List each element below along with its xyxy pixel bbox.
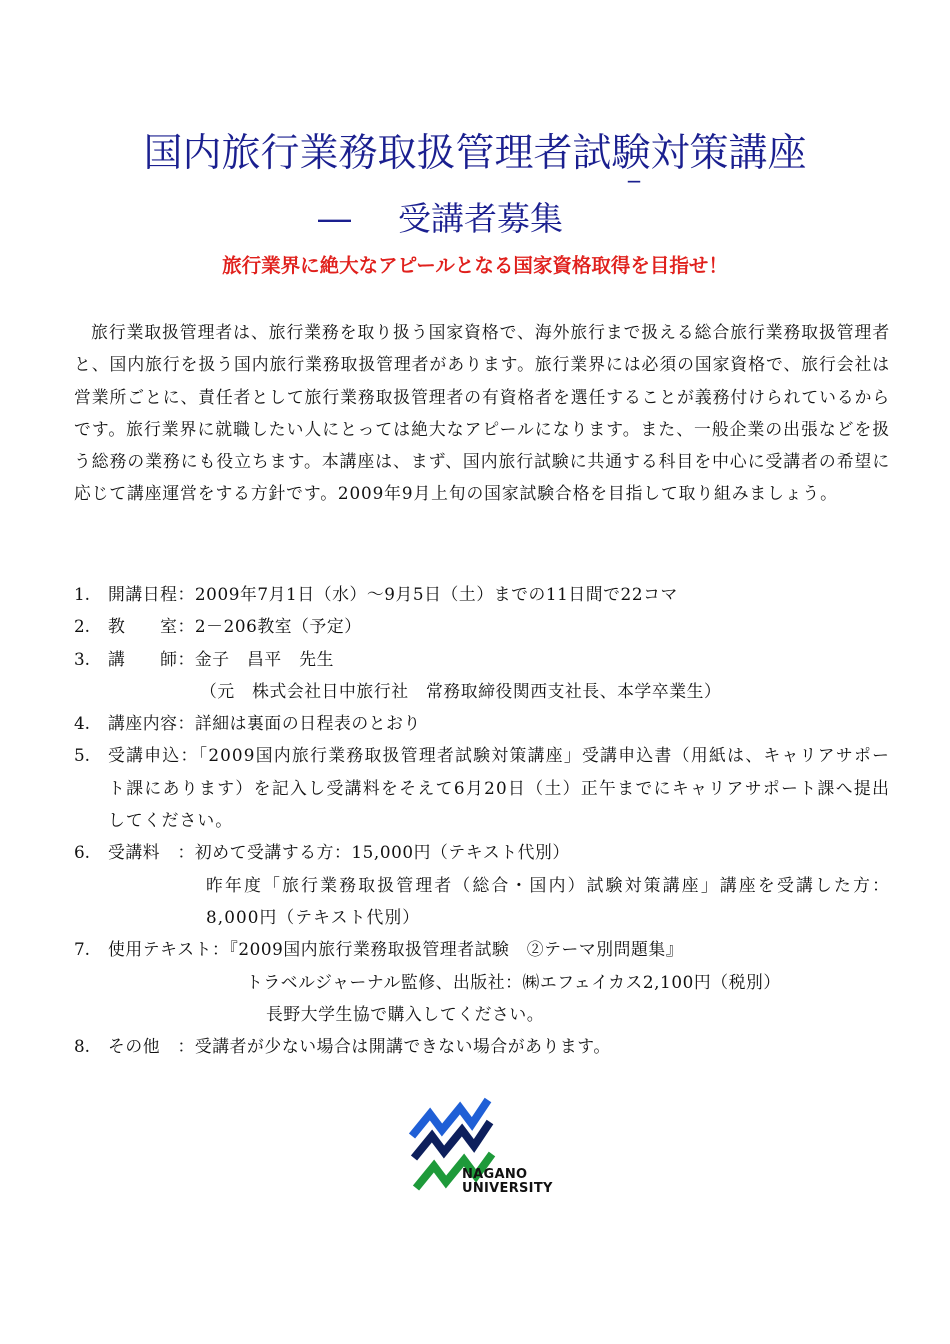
subtitle-dash-left: ― xyxy=(318,199,351,238)
intro-paragraph xyxy=(74,316,890,510)
item-subtext: 昨年度「旅行業務取扱管理者（総合・国内）試験対策講座」講座を受講した方：8,000円（テキスト代別） xyxy=(206,874,890,927)
item-text: その他 ：受講者が少ない場合は開講できない場合があります。 xyxy=(108,1036,611,1057)
subtitle-text: 受講者募集 xyxy=(398,199,563,238)
page-subtitle xyxy=(318,177,640,240)
item-text: 講 師：金子 昌平 先生 xyxy=(108,648,334,669)
list-item xyxy=(74,933,890,1030)
item-subtext-2: 長野大学生協で購入してください。 xyxy=(266,1003,545,1024)
university-logo xyxy=(408,1096,558,1206)
subtitle-dash-right: ‾ xyxy=(628,177,640,205)
logo-text-university: UNIVERSITY xyxy=(462,1181,553,1196)
logo-text-nagano: NAGANO xyxy=(462,1167,528,1182)
item-subtext: （元 株式会社日中旅行社 常務取締役関西支社長、本学卒業生） xyxy=(200,680,722,701)
item-number: 2. xyxy=(74,616,91,637)
list-item xyxy=(74,1030,890,1062)
item-number: 8. xyxy=(74,1036,91,1057)
list-item xyxy=(74,610,890,642)
item-text: 受講料 ：初めて受講する方：15,000円（テキスト代別） xyxy=(108,842,570,863)
item-number: 3. xyxy=(74,648,91,669)
item-text: 講座内容：詳細は裏面の日程表のとおり xyxy=(108,713,421,734)
info-list xyxy=(74,578,890,1062)
item-number: 7. xyxy=(74,939,91,960)
list-item xyxy=(74,739,890,836)
item-text: 受講申込：「2009国内旅行業務取扱管理者試験対策講座」受講申込書（用紙は、キャリアサポート課にあります）を記入し受講料をそえて6月20日（土）正午までにキャリアサポート課へ提出してください。 xyxy=(108,745,890,831)
item-text: 開講日程：2009年7月1日（水）～9月5日（土）までの11日間で22コマ xyxy=(108,584,678,604)
list-item xyxy=(74,643,890,708)
intro-text: 旅行業取扱管理者は、旅行業務を取り扱う国家資格で、海外旅行まで扱える総合旅行業務取扱管理者と、国内旅行を扱う国内旅行業務取扱管理者があります。旅行業界には必須の国家資格で、旅行会社は営業所ごとに、責任者として旅行業務取扱管理者の有資格者を選任することが義務付けられているからです。旅行業界に就職したい人にとっては絶大なアピールになります。また、一般企業の出張などを扱う総務の業務にも役立ちます。本講座は、まず、国内旅行試験に共通する科目を中心に受講者の希望に応じて講座運営をする方針です。2009年9月上旬の国家試験合格を目指して取り組みましょう。 xyxy=(74,322,890,504)
list-item xyxy=(74,707,890,739)
list-item xyxy=(74,836,890,933)
tagline: 旅行業界に絶大なアピールとなる国家資格取得を目指せ！ xyxy=(222,254,728,277)
item-subtext: トラベルジャーナル監修、出版社：㈱エフェイカス2,100円（税別） xyxy=(246,971,781,992)
item-number: 5. xyxy=(74,745,91,766)
page-title: 国内旅行業務取扱管理者試験対策講座 xyxy=(143,131,807,176)
item-text: 教 室：2－206教室（予定） xyxy=(108,616,362,637)
item-number: 6. xyxy=(74,842,91,863)
item-text: 使用テキスト：『2009国内旅行業務取扱管理者試験 ②テーマ別問題集』 xyxy=(108,939,684,960)
item-number: 4. xyxy=(74,713,91,734)
list-item xyxy=(74,578,890,610)
item-number: 1. xyxy=(74,584,91,604)
